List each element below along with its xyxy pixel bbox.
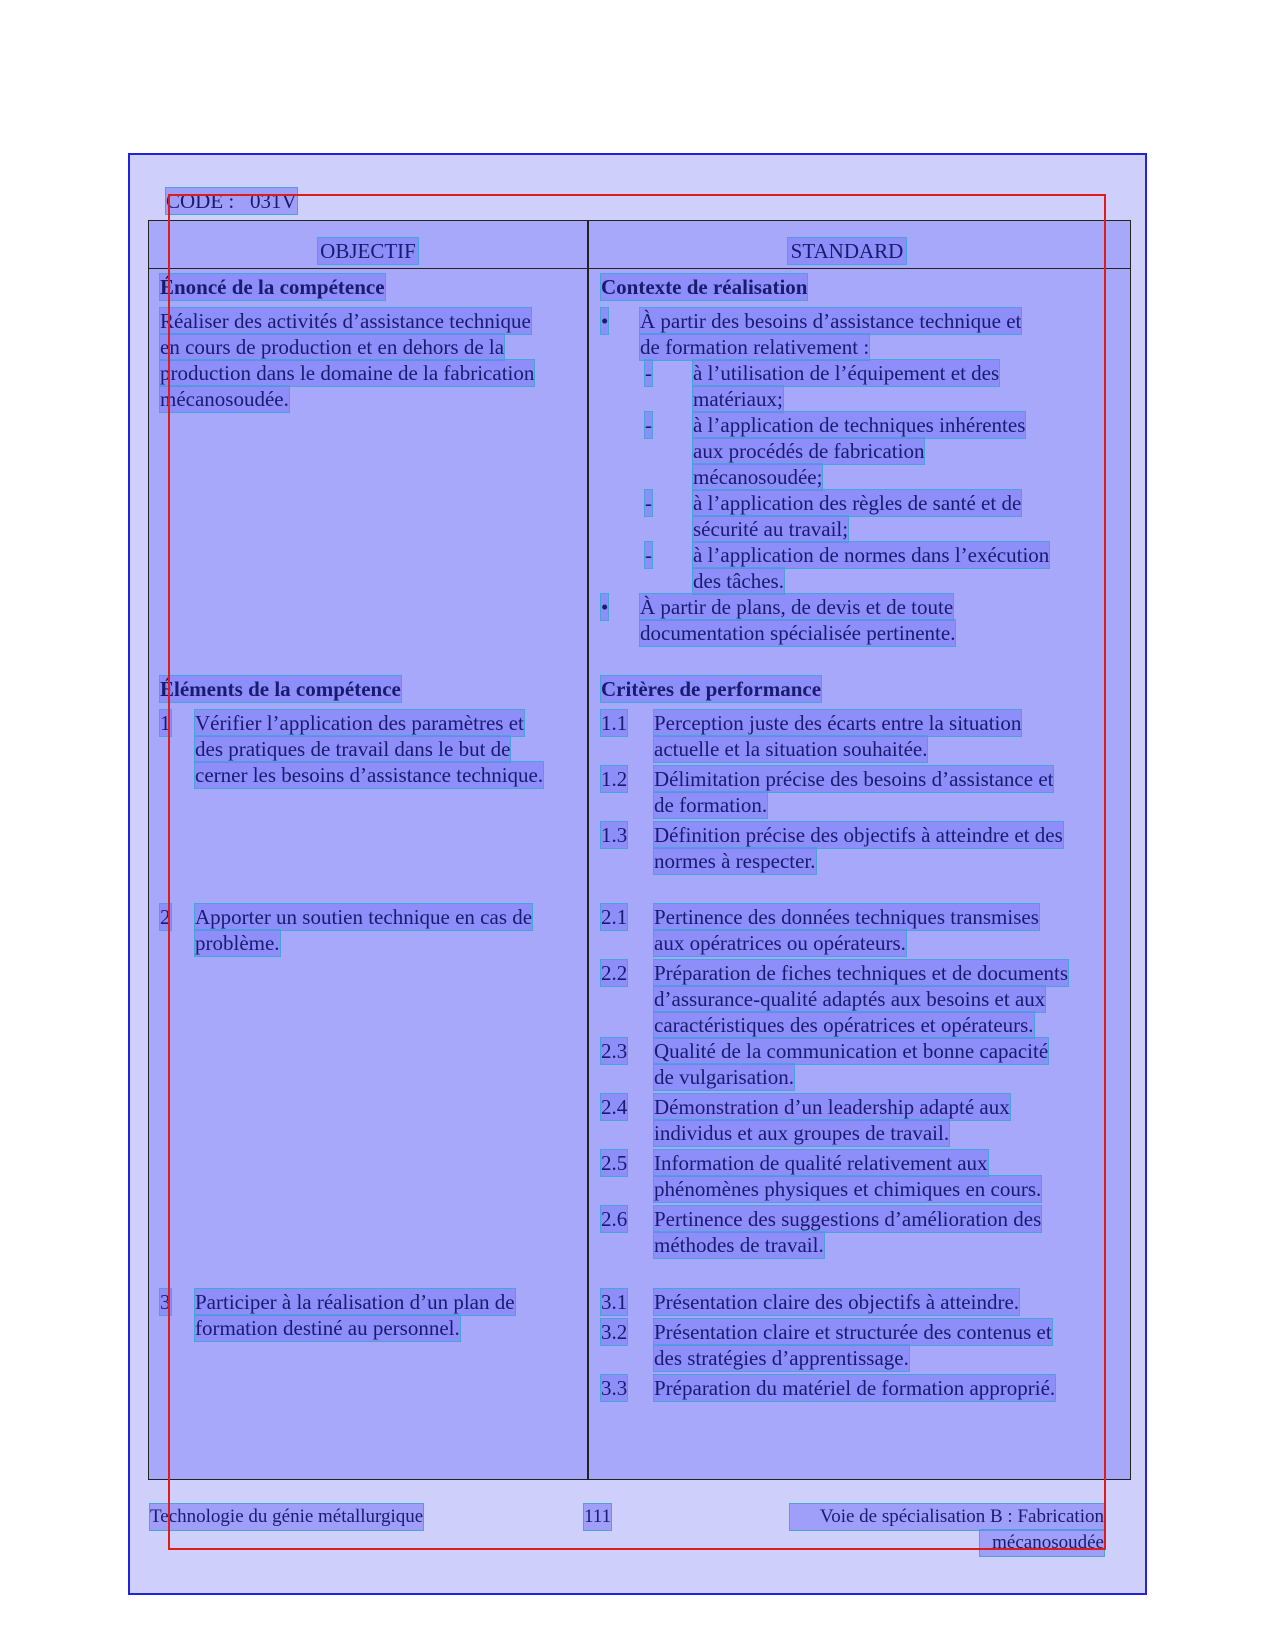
contexte-heading: Contexte de réalisation <box>601 275 808 299</box>
critere-number: 3.2 <box>601 1320 628 1344</box>
column-divider <box>587 220 589 1480</box>
contexte-dash-line: mécanosoudée; <box>693 465 823 489</box>
critere-line: Délimitation précise des besoins d’assistance et <box>654 767 1054 791</box>
critere-line: Pertinence des suggestions d’amélioration des <box>654 1207 1042 1231</box>
bullet-icon: • <box>601 595 609 619</box>
contexte-dash-line: des tâches. <box>693 569 784 593</box>
dash-icon: - <box>645 543 652 567</box>
element-line: Vérifier l’application des paramètres et <box>195 711 524 735</box>
contexte-bullet-line: À partir de plans, de devis et de toute <box>640 595 954 619</box>
dash-icon: - <box>645 361 652 385</box>
contexte-bullet-line: documentation spécialisée pertinente. <box>640 621 956 645</box>
element-line: Apporter un soutien technique en cas de <box>195 905 533 929</box>
header-standard: STANDARD <box>788 238 906 264</box>
critere-number: 3.3 <box>601 1376 628 1400</box>
element-line: formation destiné au personnel. <box>195 1316 460 1340</box>
enonce-line: Réaliser des activités d’assistance technique <box>160 309 531 333</box>
footer-right: Voie de spécialisation B : Fabrication <box>790 1504 1104 1530</box>
critere-number: 2.1 <box>601 905 628 929</box>
bullet-icon: • <box>601 309 609 333</box>
critere-line: de vulgarisation. <box>654 1065 794 1089</box>
critere-line: phénomènes physiques et chimiques en cours. <box>654 1177 1042 1201</box>
element-line: cerner les besoins d’assistance technique. <box>195 763 544 787</box>
contexte-dash-line: à l’application des règles de santé et de <box>693 491 1022 515</box>
critere-line: Préparation du matériel de formation approprié. <box>654 1376 1056 1400</box>
contexte-bullet-line: À partir des besoins d’assistance technique et <box>640 309 1022 333</box>
footer-page-number: 111 <box>584 1504 611 1530</box>
critere-line: Préparation de fiches techniques et de documents <box>654 961 1069 985</box>
criteres-heading: Critères de performance <box>601 677 822 701</box>
critere-line: individus et aux groupes de travail. <box>654 1121 950 1145</box>
contexte-dash-line: à l’application de techniques inhérentes <box>693 413 1026 437</box>
critere-number: 1.2 <box>601 767 628 791</box>
critere-number: 3.1 <box>601 1290 628 1314</box>
footer-left: Technologie du génie métallurgique <box>150 1504 423 1530</box>
enonce-line: en cours de production et en dehors de la <box>160 335 505 359</box>
element-line: problème. <box>195 931 280 955</box>
critere-line: normes à respecter. <box>654 849 816 873</box>
critere-number: 2.5 <box>601 1151 628 1175</box>
critere-line: actuelle et la situation souhaitée. <box>654 737 928 761</box>
critere-number: 1.3 <box>601 823 628 847</box>
critere-line: de formation. <box>654 793 768 817</box>
element-line: Participer à la réalisation d’un plan de <box>195 1290 515 1314</box>
critere-line: caractéristiques des opératrices et opérateurs. <box>654 1013 1034 1037</box>
enonce-line: production dans le domaine de la fabrication <box>160 361 535 385</box>
critere-line: Perception juste des écarts entre la situation <box>654 711 1022 735</box>
contexte-dash-line: matériaux; <box>693 387 783 411</box>
critere-line: méthodes de travail. <box>654 1233 824 1257</box>
element-number: 3 <box>160 1290 171 1314</box>
critere-line: Pertinence des données techniques transmises <box>654 905 1039 929</box>
critere-line: Présentation claire et structurée des contenus et <box>654 1320 1052 1344</box>
critere-line: des stratégies d’apprentissage. <box>654 1346 909 1370</box>
element-number: 1 <box>160 711 171 735</box>
header-rule <box>148 268 1131 269</box>
critere-line: Information de qualité relativement aux <box>654 1151 988 1175</box>
footer-right: mécanosoudée <box>980 1530 1104 1556</box>
dash-icon: - <box>645 491 652 515</box>
critere-line: Présentation claire des objectifs à atteindre. <box>654 1290 1020 1314</box>
critere-line: aux opératrices ou opérateurs. <box>654 931 906 955</box>
critere-line: Démonstration d’un leadership adapté aux <box>654 1095 1010 1119</box>
contexte-dash-line: sécurité au travail; <box>693 517 849 541</box>
contexte-dash-line: à l’application de normes dans l’exécution <box>693 543 1050 567</box>
critere-number: 2.6 <box>601 1207 628 1231</box>
critere-number: 2.3 <box>601 1039 628 1063</box>
critere-line: Définition précise des objectifs à atteindre et des <box>654 823 1063 847</box>
elements-heading: Éléments de la compétence <box>160 677 401 701</box>
code-value: 031V <box>250 189 297 213</box>
enonce-line: mécanosoudée. <box>160 387 289 411</box>
enonce-heading: Énoncé de la compétence <box>160 275 385 299</box>
element-number: 2 <box>160 905 171 929</box>
critere-number: 2.2 <box>601 961 628 985</box>
critere-line: d’assurance-qualité adaptés aux besoins et aux <box>654 987 1046 1011</box>
critere-number: 1.1 <box>601 711 628 735</box>
dash-icon: - <box>645 413 652 437</box>
code-label: CODE : <box>166 189 235 213</box>
code-field <box>166 188 297 214</box>
header-objectif: OBJECTIF <box>318 238 418 264</box>
critere-number: 2.4 <box>601 1095 628 1119</box>
contexte-bullet-line: de formation relativement : <box>640 335 870 359</box>
element-line: des pratiques de travail dans le but de <box>195 737 511 761</box>
code-rule <box>148 220 1131 221</box>
contexte-dash-line: aux procédés de fabrication <box>693 439 925 463</box>
contexte-dash-line: à l’utilisation de l’équipement et des <box>693 361 1000 385</box>
critere-line: Qualité de la communication et bonne capacité <box>654 1039 1049 1063</box>
